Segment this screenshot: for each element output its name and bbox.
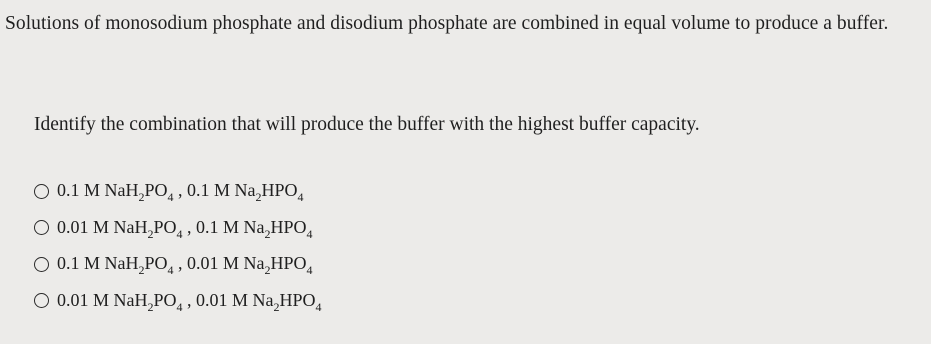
answer-option-1[interactable]	[34, 172, 322, 209]
answer-options	[34, 172, 322, 318]
option-label: 0.01 M $NaH_2PO_4$ , 0.1 M $Na_2HPO_4$	[57, 216, 313, 241]
radio-button-icon[interactable]	[34, 293, 49, 308]
option-label: 0.1 M $NaH_2PO_4$ , 0.1 M $Na_2HPO_4$	[57, 180, 304, 205]
radio-button-icon[interactable]	[34, 220, 49, 235]
answer-option-4[interactable]	[34, 282, 322, 319]
answer-option-3[interactable]	[34, 245, 322, 282]
radio-button-icon[interactable]	[34, 257, 49, 272]
option-label: 0.1 M $NaH_2PO_4$ , 0.01 M $Na_2HPO_4$	[57, 253, 313, 278]
option-label: 0.01 M $NaH_2PO_4$ , 0.01 M $Na_2HPO_4$	[57, 289, 322, 314]
answer-option-2[interactable]	[34, 209, 322, 246]
radio-button-icon[interactable]	[34, 184, 49, 199]
question-prompt: Identify the combination that will produce the buffer with the highest buffer capacity.	[34, 114, 700, 135]
question-stem: Solutions of monosodium phosphate and disodium phosphate are combined in equal volume to produce a buffer.	[5, 13, 889, 34]
